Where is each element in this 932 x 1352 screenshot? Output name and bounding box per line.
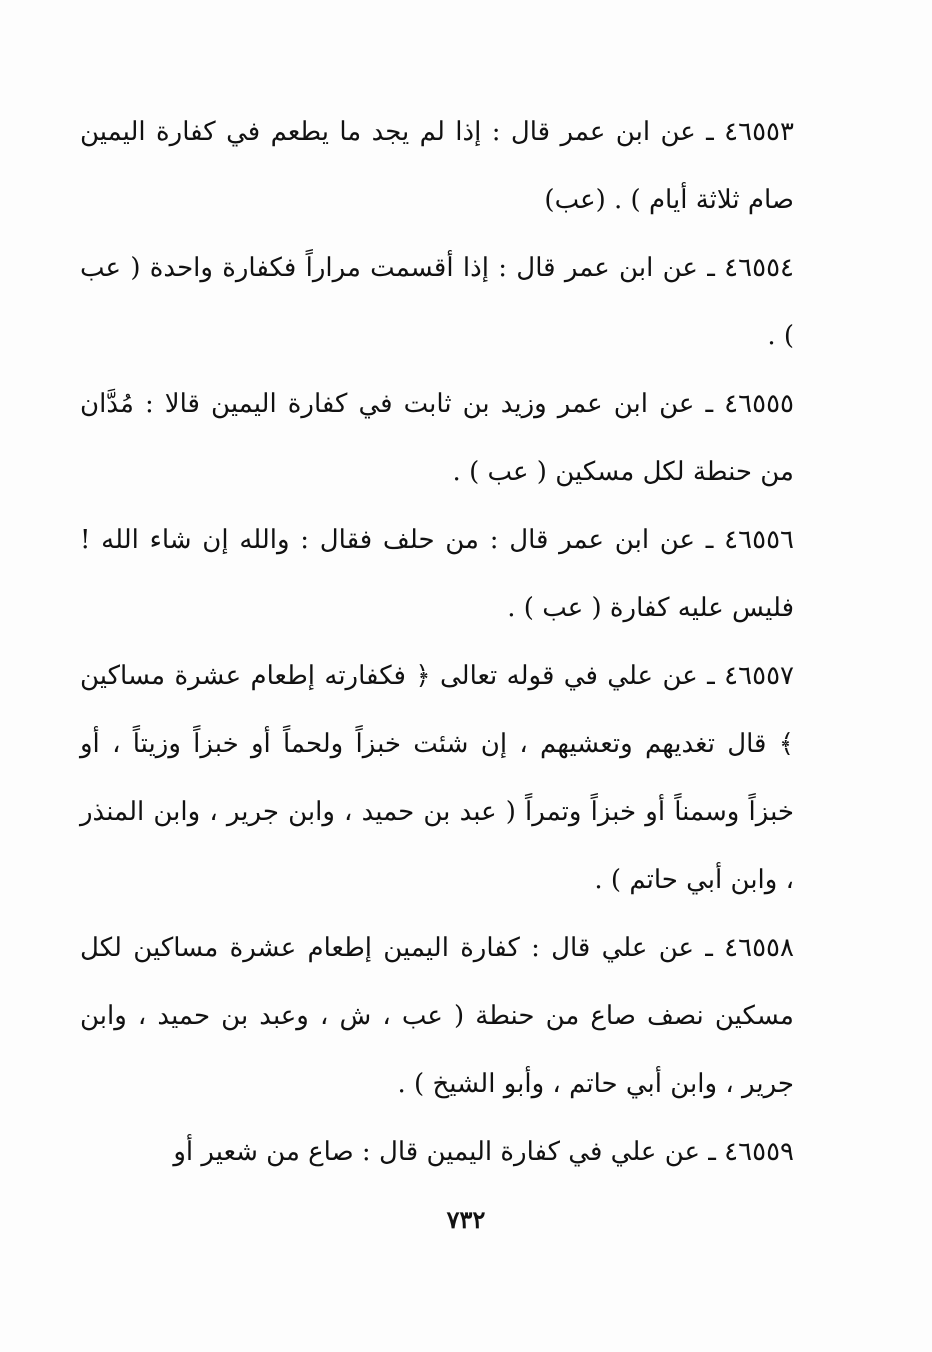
entry-number: ٤٦٥٥٨ <box>724 933 794 963</box>
entry-text: عن ابن عمر قال : إذا أقسمت مراراً فكفارة واحدة ( عب ) . <box>80 253 794 351</box>
hadith-entry-46557 <box>80 642 794 914</box>
hadith-entry-46554 <box>80 234 794 370</box>
entry-text: عن ابن عمر وزيد بن ثابت في كفارة اليمين قالا : مُدَّان من حنطة لكل مسكين ( عب ) . <box>80 389 794 487</box>
entry-separator: ـ <box>697 661 725 691</box>
page-number: ٧٣٢ <box>446 1205 486 1234</box>
entry-number: ٤٦٥٥٣ <box>724 117 794 147</box>
entry-text: عن ابن عمر قال : إذا لم يجد ما يطعم في كفارة اليمين صام ثلاثة أيام ) . (عب) <box>80 117 794 215</box>
entry-number: ٤٦٥٥٩ <box>724 1137 794 1167</box>
entry-text: عن علي قال : كفارة اليمين إطعام عشرة مساكين لكل مسكين نصف صاع من حنطة ( عب ، ش ، وعبد بن حميد ، وابن جرير ، وابن أبي حاتم ، وأبو الشيخ ) . <box>80 933 794 1099</box>
hadith-entry-46559 <box>80 1118 794 1186</box>
hadith-entry-46558 <box>80 914 794 1118</box>
entry-separator: ـ <box>695 117 725 147</box>
entry-separator: ـ <box>694 389 725 419</box>
entry-separator: ـ <box>700 1137 725 1167</box>
hadith-entry-46553 <box>80 98 794 234</box>
entry-number: ٤٦٥٥٤ <box>724 253 794 283</box>
entry-text: عن علي في كفارة اليمين قال : صاع من شعير أو <box>173 1137 701 1167</box>
entry-separator: ـ <box>695 525 725 555</box>
entry-separator: ـ <box>694 933 725 963</box>
entry-number: ٤٦٥٥٦ <box>724 525 794 555</box>
entry-number: ٤٦٥٥٧ <box>724 661 794 691</box>
hadith-entry-46556 <box>80 506 794 642</box>
entry-text: عن ابن عمر قال : من حلف فقال : والله إن شاء الله ! فليس عليه كفارة ( عب ) . <box>80 525 794 623</box>
entry-text: عن علي في قوله تعالى ﴿ فكفارته إطعام عشرة مساكين ﴾ قال تغديهم وتعشيهم ، إن شئت خبزاً ولحماً أو خبزاً وزيتاً ، أو خبزاً وسمناً أو خبزاً وتمراً ( عبد بن حميد ، وابن جرير ، وابن المنذر ، وابن أبي حاتم ) . <box>80 661 794 895</box>
hadith-text-block <box>80 98 794 1186</box>
hadith-entry-46555 <box>80 370 794 506</box>
entry-number: ٤٦٥٥٥ <box>724 389 794 419</box>
entry-separator: ـ <box>697 253 725 283</box>
